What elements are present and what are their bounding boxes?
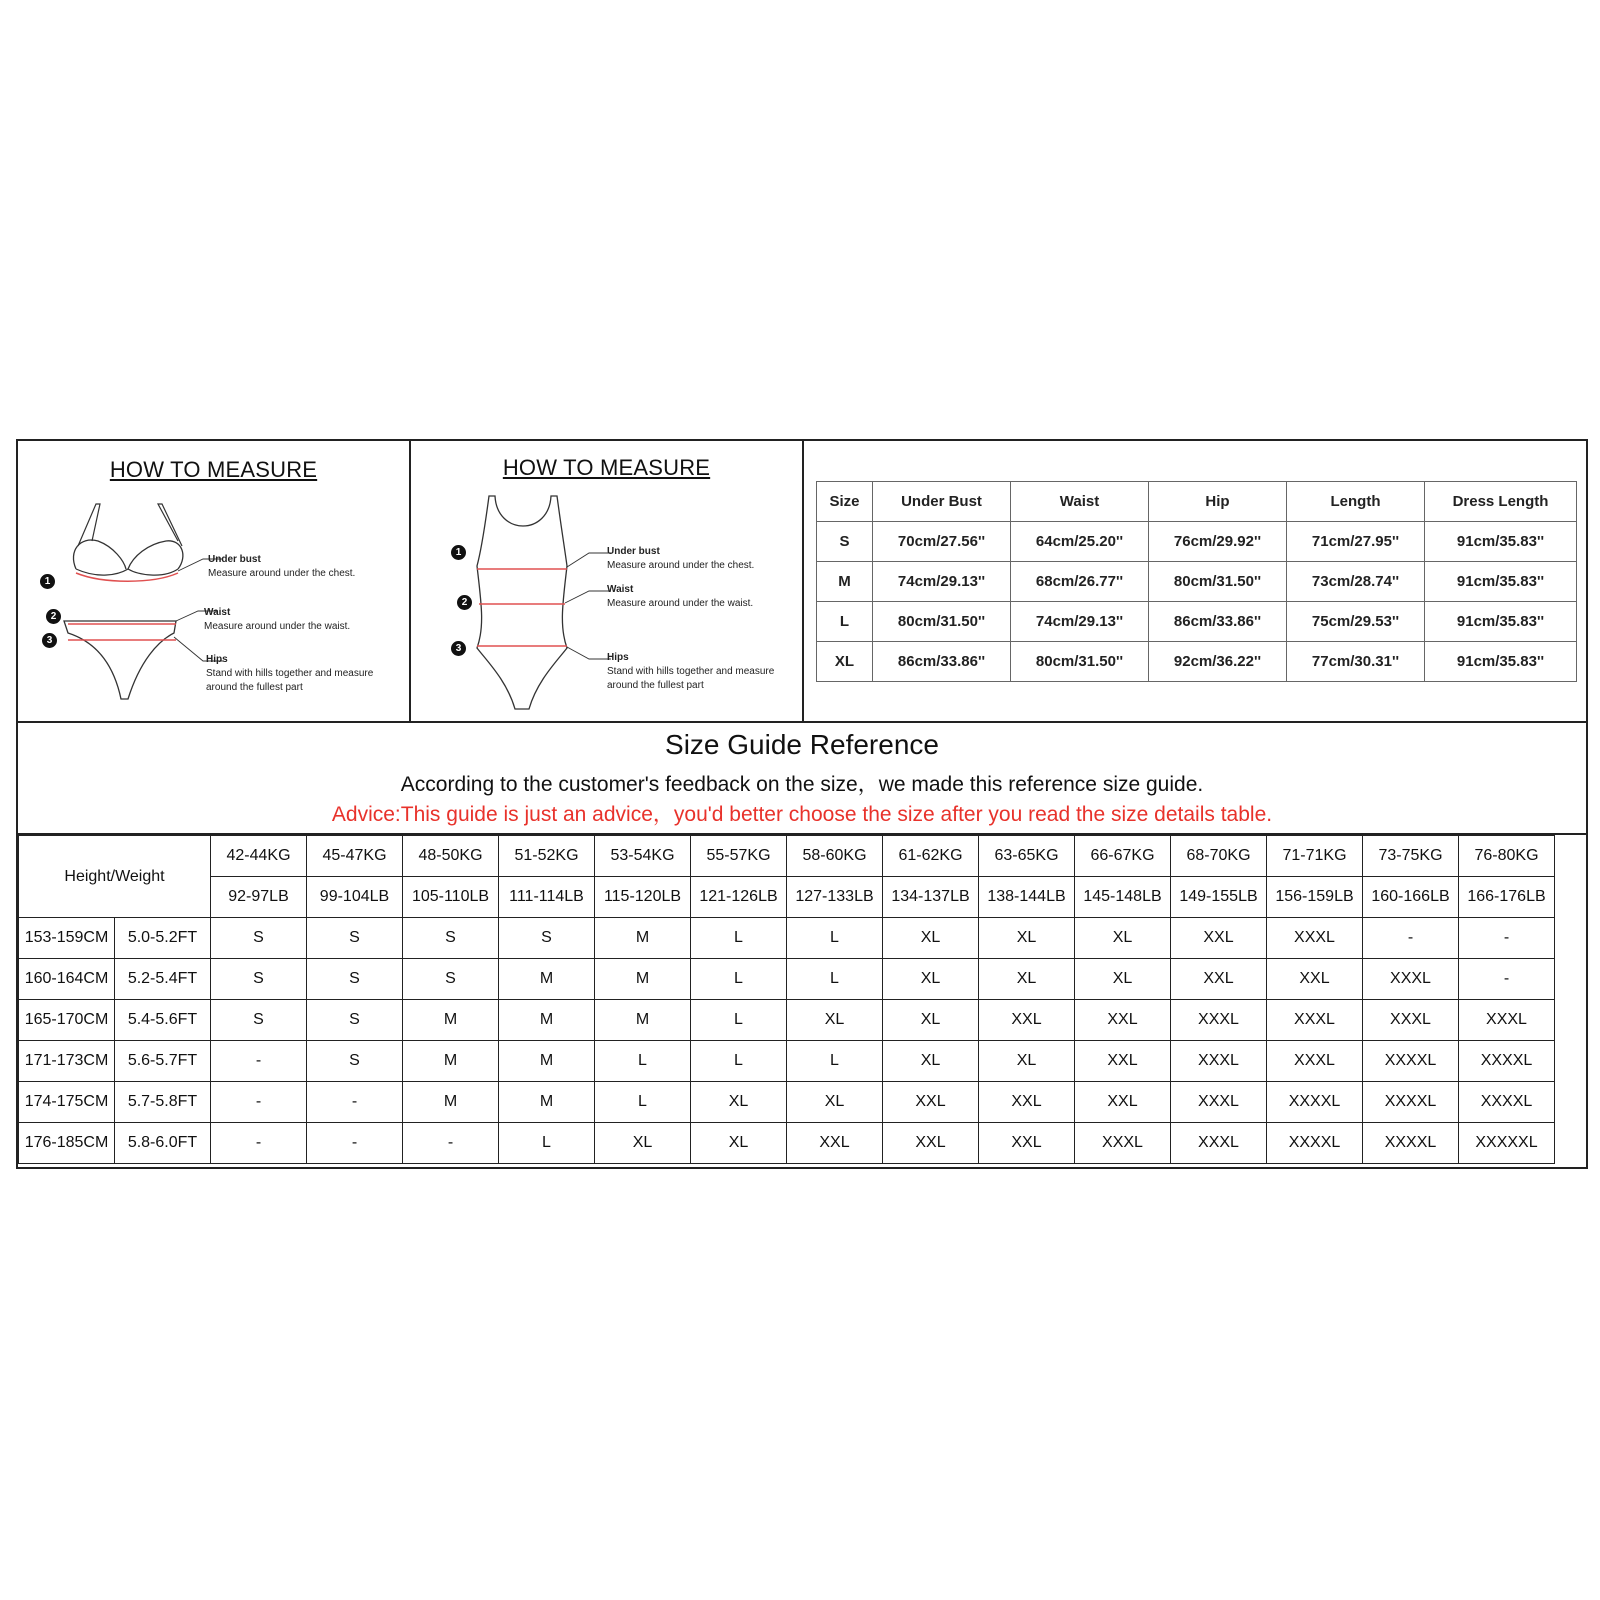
guide-size-cell: XL <box>979 1041 1075 1082</box>
dims-size-cell: M <box>817 562 873 602</box>
guide-lb-cell: 138-144LB <box>979 877 1075 918</box>
guide-size-cell: XXXXL <box>1363 1041 1459 1082</box>
guide-lb-cell: 105-110LB <box>403 877 499 918</box>
guide-size-cell: L <box>499 1123 595 1164</box>
dims-size-cell: XL <box>817 642 873 682</box>
reference-title: Size Guide Reference <box>665 729 939 760</box>
guide-size-cell: XXL <box>1171 959 1267 1000</box>
guide-size-cell: XL <box>979 918 1075 959</box>
waist-label: Waist Measure around under the waist. <box>607 584 754 609</box>
guide-row <box>19 1000 1555 1041</box>
marker-2-icon: 2 <box>457 595 472 610</box>
guide-size-cell: - <box>403 1123 499 1164</box>
dims-size-cell: S <box>817 522 873 562</box>
guide-kg-cell: 66-67KG <box>1075 836 1171 877</box>
bikini-measure-title: HOW TO MEASURE <box>109 457 318 482</box>
guide-size-cell: XL <box>595 1123 691 1164</box>
dims-value-cell: 91cm/35.83'' <box>1425 642 1577 682</box>
marker-3-icon: 3 <box>451 641 466 656</box>
guide-size-cell: S <box>307 1000 403 1041</box>
guide-height-ft-cell: 5.7-5.8FT <box>115 1082 211 1123</box>
guide-size-cell: XXL <box>883 1082 979 1123</box>
guide-lb-cell: 99-104LB <box>307 877 403 918</box>
guide-size-cell: - <box>1459 959 1555 1000</box>
guide-size-cell: S <box>211 918 307 959</box>
dims-value-cell: 74cm/29.13'' <box>1011 602 1149 642</box>
dims-size-cell: L <box>817 602 873 642</box>
guide-kg-cell: 42-44KG <box>211 836 307 877</box>
guide-lb-cell: 145-148LB <box>1075 877 1171 918</box>
guide-lb-cell: 166-176LB <box>1459 877 1555 918</box>
dims-row <box>817 562 1577 602</box>
hips-label: Hips Stand with hills together and measure around the fullest part <box>206 654 374 693</box>
dims-value-cell: 68cm/26.77'' <box>1011 562 1149 602</box>
guide-size-cell: XXXXXL <box>1459 1123 1555 1164</box>
guide-height-cm-cell: 153-159CM <box>19 918 115 959</box>
guide-size-cell: S <box>307 959 403 1000</box>
guide-size-cell: XXL <box>1075 1082 1171 1123</box>
dims-header-cell: Size <box>817 482 873 522</box>
guide-lb-cell: 92-97LB <box>211 877 307 918</box>
guide-size-cell: XXXL <box>1171 1123 1267 1164</box>
guide-kg-cell: 51-52KG <box>499 836 595 877</box>
guide-size-cell: XL <box>691 1123 787 1164</box>
hips-label: Hips Stand with hills together and measure around the fullest part <box>607 652 775 691</box>
guide-row <box>19 959 1555 1000</box>
marker-2-icon: 2 <box>46 609 61 624</box>
guide-size-cell: S <box>307 918 403 959</box>
guide-size-cell: XXXL <box>1171 1000 1267 1041</box>
dims-row <box>817 522 1577 562</box>
guide-row <box>19 1123 1555 1164</box>
guide-size-cell: XXXL <box>1171 1041 1267 1082</box>
guide-height-cm-cell: 174-175CM <box>19 1082 115 1123</box>
guide-size-cell: - <box>211 1082 307 1123</box>
guide-height-ft-cell: 5.2-5.4FT <box>115 959 211 1000</box>
guide-row <box>19 1041 1555 1082</box>
guide-size-cell: L <box>787 918 883 959</box>
guide-size-cell: XXXXL <box>1267 1082 1363 1123</box>
guide-size-cell: XXXXL <box>1363 1123 1459 1164</box>
guide-size-cell: L <box>691 918 787 959</box>
guide-size-cell: XXL <box>979 1000 1075 1041</box>
guide-kg-cell: 76-80KG <box>1459 836 1555 877</box>
guide-lb-cell: 160-166LB <box>1363 877 1459 918</box>
dims-value-cell: 73cm/28.74'' <box>1287 562 1425 602</box>
guide-size-cell: XXL <box>787 1123 883 1164</box>
guide-size-cell: XXXL <box>1267 918 1363 959</box>
dims-header-row <box>817 482 1577 522</box>
size-dimensions-panel <box>804 441 1586 721</box>
dims-value-cell: 86cm/33.86'' <box>1149 602 1287 642</box>
dims-row <box>817 642 1577 682</box>
guide-size-cell: XXXL <box>1267 1041 1363 1082</box>
guide-row <box>19 1082 1555 1123</box>
guide-lb-row <box>19 877 1555 918</box>
dims-header-cell: Under Bust <box>873 482 1011 522</box>
guide-size-cell: XXXL <box>1363 1000 1459 1041</box>
dims-header-cell: Dress Length <box>1425 482 1577 522</box>
guide-height-ft-cell: 5.0-5.2FT <box>115 918 211 959</box>
guide-size-cell: L <box>595 1041 691 1082</box>
guide-size-cell: XXL <box>1075 1000 1171 1041</box>
guide-lb-cell: 156-159LB <box>1267 877 1363 918</box>
marker-3-icon: 3 <box>42 633 57 648</box>
guide-size-cell: XXXL <box>1171 1082 1267 1123</box>
guide-size-cell: S <box>403 959 499 1000</box>
guide-size-cell: M <box>595 959 691 1000</box>
guide-kg-row <box>19 836 1555 877</box>
guide-kg-cell: 48-50KG <box>403 836 499 877</box>
guide-size-cell: - <box>211 1041 307 1082</box>
size-chart-frame <box>16 439 1588 1169</box>
guide-size-cell: M <box>403 1082 499 1123</box>
top-row <box>18 441 1586 723</box>
guide-size-cell: M <box>499 1041 595 1082</box>
guide-size-cell: - <box>307 1123 403 1164</box>
waist-label: Waist Measure around under the waist. <box>204 607 351 632</box>
guide-size-cell: - <box>211 1123 307 1164</box>
guide-size-cell: - <box>1363 918 1459 959</box>
dims-header-cell: Hip <box>1149 482 1287 522</box>
guide-size-cell: L <box>691 959 787 1000</box>
guide-kg-cell: 58-60KG <box>787 836 883 877</box>
guide-lb-cell: 121-126LB <box>691 877 787 918</box>
marker-1-icon: 1 <box>451 545 466 560</box>
guide-size-cell: S <box>211 1000 307 1041</box>
guide-size-cell: M <box>499 1082 595 1123</box>
dims-value-cell: 74cm/29.13'' <box>873 562 1011 602</box>
guide-size-cell: XXXXL <box>1459 1041 1555 1082</box>
guide-size-cell: XXL <box>883 1123 979 1164</box>
guide-size-cell: XXL <box>1171 918 1267 959</box>
guide-size-cell: S <box>499 918 595 959</box>
guide-size-cell: XXXXL <box>1267 1123 1363 1164</box>
dims-row <box>817 602 1577 642</box>
guide-size-cell: XL <box>787 1000 883 1041</box>
onepiece-measure-panel <box>411 441 804 721</box>
guide-size-cell: L <box>787 959 883 1000</box>
guide-lb-cell: 111-114LB <box>499 877 595 918</box>
guide-size-cell: L <box>691 1000 787 1041</box>
size-dimensions-table <box>816 481 1577 682</box>
guide-size-cell: XL <box>691 1082 787 1123</box>
dims-value-cell: 80cm/31.50'' <box>873 602 1011 642</box>
guide-height-ft-cell: 5.6-5.7FT <box>115 1041 211 1082</box>
guide-lb-cell: 134-137LB <box>883 877 979 918</box>
guide-size-cell: M <box>403 1041 499 1082</box>
dims-value-cell: 76cm/29.92'' <box>1149 522 1287 562</box>
guide-size-cell: XL <box>979 959 1075 1000</box>
guide-size-cell: XXXL <box>1363 959 1459 1000</box>
dims-value-cell: 75cm/29.53'' <box>1287 602 1425 642</box>
dims-value-cell: 92cm/36.22'' <box>1149 642 1287 682</box>
dims-value-cell: 77cm/30.31'' <box>1287 642 1425 682</box>
guide-size-cell: XXL <box>1267 959 1363 1000</box>
guide-row <box>19 918 1555 959</box>
guide-size-cell: XL <box>1075 918 1171 959</box>
guide-size-cell: XXXL <box>1075 1123 1171 1164</box>
dims-value-cell: 91cm/35.83'' <box>1425 602 1577 642</box>
reference-subtitle: According to the customer's feedback on the size，we made this reference size guide. <box>400 773 1204 796</box>
size-guide-reference-header <box>18 721 1586 835</box>
guide-size-cell: XXXL <box>1459 1000 1555 1041</box>
guide-size-cell: M <box>403 1000 499 1041</box>
guide-size-cell: XXXXL <box>1459 1082 1555 1123</box>
guide-size-cell: XXL <box>979 1082 1075 1123</box>
dims-value-cell: 91cm/35.83'' <box>1425 522 1577 562</box>
guide-size-cell: S <box>403 918 499 959</box>
reference-advice: Advice:This guide is just an advice，you'd better choose the size after you read the size details table. <box>331 803 1273 826</box>
guide-size-cell: XL <box>883 959 979 1000</box>
guide-height-ft-cell: 5.8-6.0FT <box>115 1123 211 1164</box>
under-bust-label: Under bust Measure around under the chest. <box>208 554 356 579</box>
guide-lb-cell: 115-120LB <box>595 877 691 918</box>
dims-header-cell: Length <box>1287 482 1425 522</box>
guide-size-cell: L <box>691 1041 787 1082</box>
guide-size-cell: M <box>499 1000 595 1041</box>
guide-size-cell: - <box>307 1082 403 1123</box>
guide-size-cell: L <box>787 1041 883 1082</box>
guide-kg-cell: 63-65KG <box>979 836 1075 877</box>
dims-value-cell: 91cm/35.83'' <box>1425 562 1577 602</box>
dims-value-cell: 71cm/27.95'' <box>1287 522 1425 562</box>
guide-kg-cell: 45-47KG <box>307 836 403 877</box>
guide-kg-cell: 55-57KG <box>691 836 787 877</box>
guide-size-cell: XXXL <box>1267 1000 1363 1041</box>
guide-height-cm-cell: 176-185CM <box>19 1123 115 1164</box>
height-weight-guide-table <box>18 835 1555 1164</box>
guide-size-cell: M <box>595 1000 691 1041</box>
guide-size-cell: XXL <box>1075 1041 1171 1082</box>
guide-size-cell: M <box>499 959 595 1000</box>
bikini-measure-panel <box>18 441 411 721</box>
guide-kg-cell: 71-71KG <box>1267 836 1363 877</box>
onepiece-measure-title: HOW TO MEASURE <box>502 455 711 480</box>
marker-1-icon: 1 <box>40 574 55 589</box>
guide-kg-cell: 73-75KG <box>1363 836 1459 877</box>
guide-size-cell: XXXXL <box>1363 1082 1459 1123</box>
guide-size-cell: XL <box>883 1041 979 1082</box>
dims-value-cell: 80cm/31.50'' <box>1149 562 1287 602</box>
dims-header-cell: Waist <box>1011 482 1149 522</box>
dims-value-cell: 86cm/33.86'' <box>873 642 1011 682</box>
under-bust-label: Under bust Measure around under the chest. <box>607 546 755 571</box>
guide-size-cell: M <box>595 918 691 959</box>
guide-size-cell: XL <box>883 1000 979 1041</box>
guide-size-cell: S <box>211 959 307 1000</box>
guide-kg-cell: 68-70KG <box>1171 836 1267 877</box>
dims-value-cell: 64cm/25.20'' <box>1011 522 1149 562</box>
guide-height-cm-cell: 160-164CM <box>19 959 115 1000</box>
guide-height-cm-cell: 171-173CM <box>19 1041 115 1082</box>
guide-corner-label: Height/Weight <box>19 836 211 918</box>
guide-size-cell: L <box>595 1082 691 1123</box>
guide-size-cell: XL <box>883 918 979 959</box>
guide-size-cell: XL <box>1075 959 1171 1000</box>
guide-height-ft-cell: 5.4-5.6FT <box>115 1000 211 1041</box>
dims-value-cell: 80cm/31.50'' <box>1011 642 1149 682</box>
guide-size-cell: XXL <box>979 1123 1075 1164</box>
guide-kg-cell: 61-62KG <box>883 836 979 877</box>
guide-kg-cell: 53-54KG <box>595 836 691 877</box>
dims-value-cell: 70cm/27.56'' <box>873 522 1011 562</box>
guide-height-cm-cell: 165-170CM <box>19 1000 115 1041</box>
guide-lb-cell: 149-155LB <box>1171 877 1267 918</box>
guide-size-cell: - <box>1459 918 1555 959</box>
guide-lb-cell: 127-133LB <box>787 877 883 918</box>
guide-size-cell: S <box>307 1041 403 1082</box>
guide-size-cell: XL <box>787 1082 883 1123</box>
